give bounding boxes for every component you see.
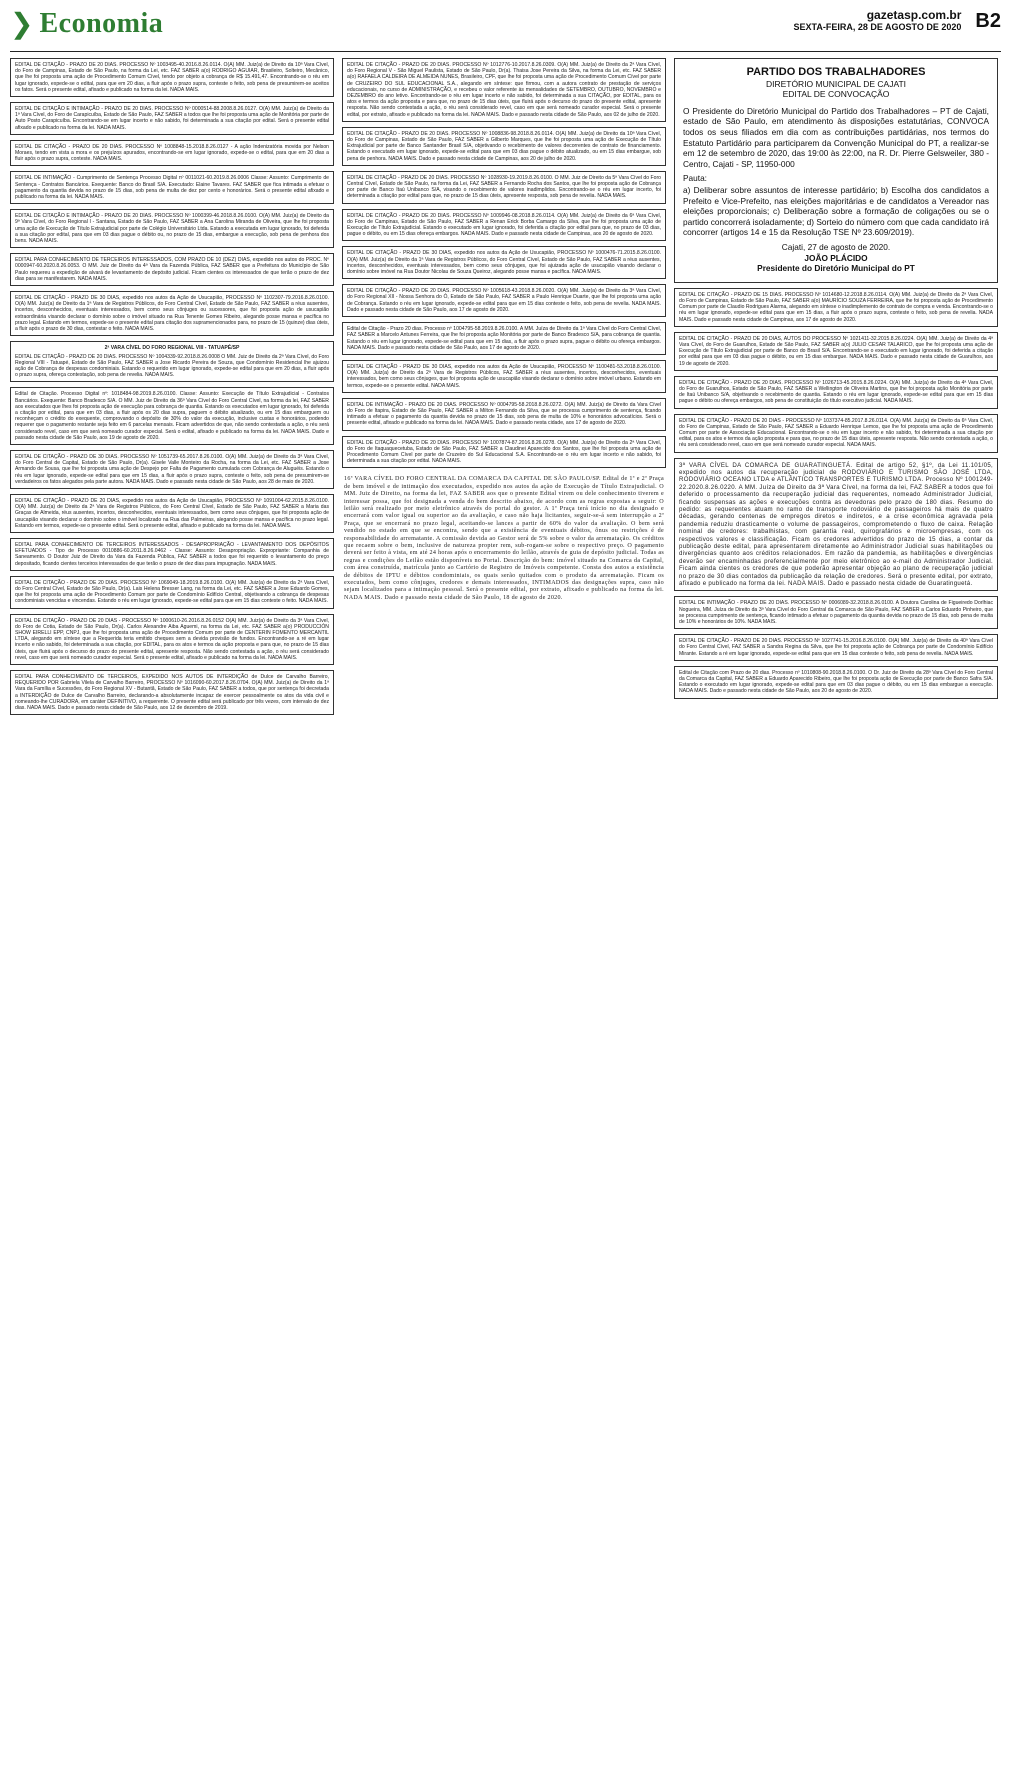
legal-notice: EDITAL DE CITAÇÃO - PRAZO DE 30 DIAS. PROCESSO Nº 1051739-65.2017.8.26.0100. O(A) MM. Juiz(a) de Direito da 3ª Vara Cível, do Foro Central de Capital, Estado de São Paulo, Dr(a). Gisele Valle Monteiro da Rocha, na forma da Lei, etc. FAZ SABER a Jose Armando de Sousa, que lhe foi proposta uma ação de Despejo por Falta de Pagamento cumulada com Cobrança de Aluguéis. Estando o réu em lugar ignorado, expede-se edital para que em 15 dias, a fluir após o prazo supra, conteste o feito, sob pena de presumirem-se verdadeiros os fatos alegados pela parte autora. NADA MAIS. Dado e passado nesta cidade de São Paulo, aos 28 de maio de 2020. — [10, 450, 334, 489]
legal-notice: EDITAL DE CITAÇÃO - PRAZO DE 20 DIAS. PROCESSO Nº 1004339-92.2018.8.26.0008 O MM. Juiz de Direito da 2ª Vara Cível, do Foro Regional VIII - Tatuapé, Estado de São Paulo, FAZ SABER a Jose Ricardo Pereira de Souza, que Condomínio Residencial lhe ajuizou ação de Cobrança de despesas condominiais. Estando o requerido em lugar ignorado, expede-se edital para que em 20 dias, a fluir após o prazo supra, ofereça contestação, sob pena de revelia. NADA MAIS. — [15, 353, 329, 379]
recovery-notice: 3ª VARA CÍVEL DA COMARCA DE GUARATINGUETÁ. Edital de artigo 52, §1º, da Lei 11.101/05, expedido nos autos da recuperação judicial de RODOVIÁRIO E TURISMO SÃO JOSÉ LTDA, RODOVIÁRIO OCEANO LTDA e ATLÂNTICO TRANSPORTES E TURISMO LTDA. Processo Nº 1001249-22.2020.8.26.0220. A MM. Juíza de Direito da 3ª Vara Cível, na forma da lei, FAZ SABER a todos que foi deferido o processamento da recuperação judicial das requerentes, nomeado Administrador Judicial, ficando suspensas as ações e execuções contra as devedoras pelo prazo de 180 dias. Resumo do pedido: as requerentes atuam no ramo de transporte rodoviário de passageiros há mais de quatro décadas, gerando centenas de empregos diretos e indiretos, e a crise econômica agravada pela pandemia reduziu drasticamente o volume de passageiros, comprometendo o fluxo de caixa. Relação nominal de credores: trabalhistas, com garantia real, quirografários e microempresas, com os respectivos valores e classificação. Ficam os credores advertidos do prazo de 15 dias, a contar da publicação deste edital, para apresentarem diretamente ao Administrador Judicial suas habilitações ou divergências quanto aos créditos relacionados. Em razão da pandemia, as habilitações e divergências deverão ser encaminhadas preferencialmente por meio eletrônico ao e-mail do Administrador Judicial. Ficam ainda cientes os credores de que poderão apresentar objeção ao plano de recuperação judicial no prazo de 30 dias contados da publicação da relação de credores. Será o presente edital, por extrato, afixado e publicado na forma da lei. NADA MAIS. Dado e passado nesta cidade de Guaratinguetá. — [674, 458, 998, 592]
legal-notice: EDITAL DE CITAÇÃO - PRAZO DE 30 DIAS, expedido nos autos da Ação de Usucapião, PROCESSO Nº 1000476-71.2015.8.26.0100. O(A) MM. Juiz(a) de Direito da 1ª Vara de Registros Públicos, do Foro Central Cível, Estado de São Paulo, FAZ SABER a réus ausentes, incertos, desconhecidos, eventuais interessados, bem como seus cônjuges, que foi ajuizada ação de usucapião visando declarar o domínio sobre imóvel na Rua Doutor Nicolau de Souza Queiroz, alegando posse mansa e pacífica. NADA MAIS. — [342, 246, 666, 279]
legal-notice: EDITAL DE CITAÇÃO - PRAZO DE 20 DIAS - PROCESSO Nº 1000610-26.2016.8.26.0152 O(A) MM. Juiz(a) de Direito da 3ª Vara Cível, do Foro de Cotia, Estado de São Paulo, Dr(a). Carlos Alexandre Aiba Aguemi, na forma da Lei, etc. FAZ SABER a(o) PRODUCCIÓN SHOW EIRELLI EPP, CNPJ, que lhe foi proposta uma ação de Procedimento Comum por parte de CENTERIN FOMENTO MERCANTIL LTDA, alegando em síntese que a Requerida teria emitido cheques sem a devida provisão de fundos. Encontrando-se a ré em lugar incerto e não sabido, foi determinada a sua citação, por EDITAL, para os atos e termos da ação proposta e para que, no prazo de 15 dias úteis, que fluirá após o decurso do prazo do presente edital, apresente resposta. Não sendo contestada a ação, o réu será considerado revel, caso em que será nomeado curador especial. Será o presente edital, afixado e publicado na forma da lei. NADA MAIS. — [10, 614, 334, 665]
legal-notice: EDITAL DE CITAÇÃO - PRAZO DE 20 DIAS. PROCESSO Nº 1005618-43.2018.8.26.0020. O(A) MM. Juiz(a) de Direito da 3ª Vara Cível, do Foro Regional XII - Nossa Senhora do Ó, Estado de São Paulo, FAZ SABER a Paulo Henrique Duarte, que lhe foi proposta uma ação de Cobrança. Estando o réu em lugar ignorado, expede-se edital para que em 15 dias conteste o feito, sob pena de revelia. NADA MAIS. Dado e passado nesta cidade de São Paulo, aos 17 de agosto de 2020. — [342, 284, 666, 317]
legal-notice: EDITAL DE CITAÇÃO - PRAZO DE 20 DIAS, AUTOS DO PROCESSO Nº 1021411-32.2015.8.26.0224. O(A) MM. Juiz(a) de Direito da 4ª Vara Cível, do Foro de Guarulhos, Estado de São Paulo, FAZ SABER a(o) JULIO CESAR TALARICO, que lhe foi proposta uma ação de Execução de Título Extrajudicial por parte de Banco do Brasil S/A. Encontrando-se o executado em lugar ignorado, foi deferida a citação por edital para que em 03 dias pague o débito, ou em 15 dias embargue. NADA MAIS. Dado e passado nesta cidade de Guarulhos, aos 19 de agosto de 2020. — [674, 332, 998, 371]
legal-notice: EDITAL DE INTIMAÇÃO - PRAZO DE 20 DIAS. PROCESSO Nº 0004795-58.2018.8.26.0272. O(A) MM. Juiz(a) de Direito da Vara Cível do Foro de Itapira, Estado de São Paulo, FAZ SABER a Milton Fernando da Silva, que se processa cumprimento de sentença, ficando intimado a efetuar o pagamento da quantia devida no prazo de 15 dias, sob pena de multa de 10% e honorários advocatícios. Será o presente edital, afixado e publicado na forma da lei. NADA MAIS. Dado e passado nesta cidade, aos 17 de agosto de 2020. — [342, 398, 666, 431]
column-3 — [674, 58, 998, 1778]
legal-notice: EDITAL DE CITAÇÃO - PRAZO DE 20 DIAS. PROCESSO Nº 1069049-18.2019.8.26.0100. O(A) MM. Juiz(a) de Direito da 2ª Vara Cível, do Foro Central Cível, Estado de São Paulo, Dr(a). Lais Helena Bresser Lang, na forma da Lei, etc. FAZ SABER a Jose Eduardo Gomes, que lhe foi proposta uma ação de Procedimento Comum por parte de Condomínio Edifício Central, objetivando a cobrança de despesas condominiais vencidas e vincendas. Estando o réu em lugar ignorado, expede-se edital para que em 15 dias conteste o feito. NADA MAIS. — [10, 576, 334, 609]
page-number: B2 — [975, 10, 1001, 32]
legal-notice: EDITAL PARA CONHECIMENTO DE TERCEIROS INTERESSADOS, COM PRAZO DE 10 (DEZ) DIAS, expedido nos autos do PROC. Nº 0000947-60.2020.8.26.0053. O MM. Juiz de Direito da 4ª Vara da Fazenda Pública, FAZ SABER que a Prefeitura do Município de São Paulo requereu a expedição de alvará de levantamento de depósito judicial. Ficam cientes os interessados de que terão o prazo de dez dias para se manifestarem. NADA MAIS. — [10, 253, 334, 286]
legal-notice: EDITAL DE CITAÇÃO - PRAZO DE 20 DIAS. PROCESSO Nº 1003495-40.2016.8.26.0114. O(A) MM. Juiz(a) de Direito da 10ª Vara Cível, do Foro de Campinas, Estado de São Paulo, na forma da Lei, etc. FAZ SABER a(o) RODRIGO AGUIAR, Brasileiro, Solteiro, Mecânico, que lhe foi proposta uma ação de Procedimento Comum Cível, tendo por objeto a cobrança de R$ 15.491,47. Encontrando-se o réu em lugar ignorado, expede-se o edital, para que em 20 dias, a fluir após o prazo supra, conteste o feito, sob pena de presumirem-se aceitos os fatos. Será o presente edital, afixado e publicado na forma da lei. NADA MAIS. — [10, 58, 334, 97]
party-signer-role: Presidente do Diretório Municipal do PT — [757, 263, 915, 274]
legal-notice: EDITAL DE CITAÇÃO - PRAZO DE 20 DIAS. PROCESSO Nº 1008848-15.2018.8.26.0127 - A ação Indenizatória movida por Nelson Moraes, tendo em vista a mora e os prejuízos apurados, encontrando-se em lugar ignorado, expede-se o edital, para que em 20 dias a fluir após o prazo supra, conteste. NADA MAIS. — [10, 140, 334, 167]
legal-notice: EDITAL DE CITAÇÃO - PRAZO DE 20 DIAS. PROCESSO Nº 1008836-98.2018.8.26.0114. O(A) MM. Juiz(a) de Direito da 10ª Vara Cível, do Foro de Campinas, Estado de São Paulo, FAZ SABER a Gilberto Marques, que lhe foi proposta uma ação de Execução de Título Extrajudicial por parte de Banco Santander Brasil S/A, objetivando o recebimento de valores decorrentes de contrato de financiamento. Estando o executado em lugar ignorado, expede-se edital para que em 03 dias pague o débito atualizado, ou em 15 dias embargue, sob pena de penhora. NADA MAIS. Dado e passado nesta cidade de Campinas, aos 20 de julho de 2020. — [342, 127, 666, 166]
section-brand — [10, 8, 163, 40]
section-title: Economia — [39, 8, 164, 39]
legal-notice: EDITAL DE CITAÇÃO - PRAZO DE 20 DIAS. PROCESSO Nº 1012776-10.2017.8.26.0309. O(A) MM. Juiz(a) de Direito da 2ª Vara Cível, do Foro Regional V - São Miguel Paulista, Estado de São Paulo, Dr(a). Thaisa Jose Pereira da Silva, na forma da Lei, etc. FAZ SABER a(o) RAFAELA CALDEIRA DE ALMEIDA NUNES, Brasileiro, CPF, que lhe foi proposta uma ação de Procedimento Comum Cível por parte de CRUZEIRO DO SUL EDUCACIONAL S.A., alegando em síntese: que firmou, com a autora contrato de prestação de serviços educacionais, no curso de ADMINISTRAÇÃO, e recebeu o valor referente às mensalidades de SETEMBRO, OUTUBRO, NOVEMBRO e DEZEMBRO do ano letivo. Encontrando-se o réu em lugar incerto e não sabido, foi determinada a sua CITAÇÃO, por EDITAL, para os atos e termos da ação proposta e para que, no prazo de 15 dias úteis, que fluirá após o decurso do prazo do presente edital, apresente resposta. Não sendo contestada a ação, o réu será considerado revel, caso em que será nomeado curador especial. Será o presente edital, por extrato, afixado e publicado na forma da lei. NADA MAIS. Dado e passado nesta cidade de São Paulo, aos 02 de julho de 2020. — [342, 58, 666, 122]
party-convocation-notice — [674, 58, 998, 283]
legal-notice: EDITAL DE CITAÇÃO - PRAZO DE 20 DIAS, expedido nos autos da Ação de Usucapião, PROCESSO Nº 1091004-62.2015.8.26.0100. O(A) MM. Juiz(a) de Direito da 2ª Vara de Registros Públicos, do Foro Central Cível, Estado de São Paulo, FAZ SABER a Maria das Graças de Almeida, réus ausentes, incertos, desconhecidos, eventuais interessados, bem como seus cônjuges, que foi proposta ação de usucapião visando declarar o domínio sobre o imóvel localizado na Rua das Palmeiras, alegando posse mansa e pacífica no prazo legal. Estando em termos, expede-se o presente edital. Será o presente edital, afixado e publicado na forma da lei. NADA MAIS. — [10, 494, 334, 533]
legal-notice: EDITAL PARA CONHECIMENTO DE TERCEIROS, EXPEDIDO NOS AUTOS DE INTERDIÇÃO de Dulce de Carvalho Barreiro, REQUERIDO POR Gabriela Vilela de Carvalho Barreiro, PROCESSO Nº 1016090-60.2017.8.26.0704. O(A) MM. Juiz(a) de Direito da 1ª Vara da Família e Sucessões, do Foro Regional XV - Butantã, Estado de São Paulo, FAZ SABER a todos, que por sentença foi decretada a INTERDIÇÃO de Dulce de Carvalho Barreiro, declarando-a absolutamente incapaz de exercer pessoalmente os atos da vida civil e nomeando-lhe CURADORA, em caráter DEFINITIVO, a requerente. O presente edital será publicado por três vezes, com intervalo de dez dias. NADA MAIS. Dado e passado nesta cidade de São Paulo, aos 12 de dezembro de 2019. — [10, 670, 334, 715]
column-2 — [342, 58, 666, 1778]
party-agenda: a) Deliberar sobre assuntos de interesse partidário; b) Escolha dos candidatos a Prefeito e Vice-Prefeito, nas eleições majoritárias e de candidatos a Vereador nas eleições proporcionais; c) Deliberação sobre a formação de coligações ou se o partido concorrerá isoladamente; d) Sorteio do número com que cada candidato irá concorrer (artigos 14 e 15 da Resolução TSE Nº 23.609/2019). — [683, 184, 989, 238]
legal-notice: EDITAL DE CITAÇÃO - PRAZO DE 20 DIAS. PROCESSO Nº 1027741-15.2016.8.26.0100. O(A) MM. Juiz(a) de Direito da 40ª Vara Cível do Foro Central Cível, FAZ SABER a Sandra Regina da Silva, que lhe foi proposta ação de Cobrança por parte de Condomínio Edifício Mirante. Estando a ré em lugar ignorado, expede-se edital para que em 15 dias conteste o feito, sob pena de revelia. NADA MAIS. — [674, 634, 998, 661]
page-meta — [794, 8, 1001, 33]
chevron-right-icon: ❯ — [10, 8, 34, 39]
party-directory: DIRETÓRIO MUNICIPAL DE CAJATI — [765, 78, 907, 89]
party-notice-type: EDITAL DE CONVOCAÇÃO — [782, 89, 890, 100]
legal-notice: Edital de Citação com Prazo de 20 dias. Processo nº 1010808-90.2018.8.26.0100. O Dr. Juiz de Direito da 28ª Vara Cível do Foro Central da Comarca da Capital, FAZ SABER a Eduardo Aparecido Ribeiro, que lhe foi proposta ação de Execução por parte de Banco Safra S/A. Estando o executado em lugar ignorado, expede-se edital para que em 03 dias pague o débito, ou em 15 dias embargue a execução. NADA MAIS. Dado e passado nesta cidade de São Paulo, aos 20 de agosto de 2020. — [674, 666, 998, 699]
legal-notice: EDITAL DE INTIMAÇÃO - Cumprimento de Sentença Processo Digital nº 0011021-60.2019.8.26.0006 Classe: Assunto: Cumprimento de Sentença - Contratos Bancários. Exequente: Banco do Brasil S/A. Executado: Elaine Tavares. FAZ SABER que fica intimada a efetuar o pagamento da quantia devida no prazo de 15 dias, sob pena de multa de dez por cento e honorários. Será o presente edital afixado e publicado na forma da lei. NADA MAIS. — [10, 171, 334, 204]
party-title: PARTIDO DOS TRABALHADORES — [746, 66, 926, 78]
legal-notice: EDITAL PARA CONHECIMENTO DE TERCEIROS INTERESSADOS - DESAPROPRIAÇÃO - LEVANTAMENTO DOS DEPÓSITOS EFETUADOS - Tipo de Processo 0010886-60.2011.8.26.0462 - Classe: Assunto: Desapropriação. Expropriante: Companhia de Saneamento. O Doutor Juiz de Direito da Vara da Fazenda Pública, FAZ SABER a todos que foi requerido o levantamento do preço depositado, ficando cientes terceiros interessados de que terão o prazo de dez dias para impugnação. NADA MAIS. — [10, 538, 334, 571]
legal-notice: EDITAL DE CITAÇÃO - PRAZO DE 20 DIAS. PROCESSO Nº 1026713-45.2015.8.26.0224. O(A) MM. Juiz(a) de Direito da 4ª Vara Cível, do Foro de Guarulhos, Estado de São Paulo, FAZ SABER a Wellington de Oliveira Martins, que lhe foi proposta ação Monitória por parte de Itaú Unibanco S/A, objetivando o recebimento de quantia. Estando o réu em lugar ignorado, expede-se edital para que em 15 dias pague o débito ou ofereça embargos, sob pena de constituição do título executivo judicial. NADA MAIS. — [674, 376, 998, 409]
auction-notice: 16ª VARA CÍVEL DO FORO CENTRAL DA COMARCA DA CAPITAL DE SÃO PAULO/SP. Edital de 1ª e 2ª Praça de bem imóvel e de intimação dos executados, expedido nos autos da ação de Execução de Título Extrajudicial. O MM. Juiz de Direito, na forma da lei, FAZ SABER aos que o presente Edital virem ou dele conhecimento tiverem e interessar possa, que foi designada a venda do bem descrito abaixo, de acordo com as regras expostas a seguir: O leilão será realizado por meio eletrônico através do portal do gestor. A 1ª Praça terá início no dia designado e encerrará com valor igual ou superior ao da avaliação, e caso não haja licitantes, seguir-se-á sem interrupção a 2ª Praça, que se encerrará no prazo legal, aceitando-se lances a partir de 60% do valor da avaliação. O bem será vendido no estado em que se encontra, sendo que a existência de eventuais débitos, ônus ou restrições é de responsabilidade do arrematante. A comissão devida ao Gestor será de 5% sobre o valor da arrematação. Os créditos que recaem sobre o bem, inclusive de natureza propter rem, sub-rogam-se sobre o respectivo preço. O pagamento deverá ser feito à vista, em até 24 horas após o encerramento do leilão, através de guia de depósito judicial. Todas as regras e condições do Leilão estão disponíveis no Portal. Descrição do bem: imóvel situado na Comarca da Capital, com área construída, matrícula junto ao Cartório de Registro de Imóveis competente. Consta dos autos a existência de débitos de IPTU e débitos condominiais, os quais serão quitados com o produto da arrematação. Ficam os executados, bem como cônjuges, credores e demais interessados, INTIMADOS das designações supra, caso não sejam localizados para a intimação pessoal. Será o presente edital, por extrato, afixado e publicado na forma da lei. NADA MAIS. Dado e passado nesta cidade de São Paulo, 18 de agosto de 2020. — [344, 476, 664, 601]
party-signer: JOÃO PLÁCIDO — [804, 252, 868, 263]
legal-notice: EDITAL DE INTIMAÇÃO - PRAZO DE 20 DIAS. PROCESSO Nº 0006089-32.2018.8.26.0100. A Doutora Carolina de Figueiredo Dorlhiac Nogueira, MM. Juíza de Direito da 3ª Vara Cível do Foro Central da Comarca de São Paulo, FAZ SABER a Carlos Eduardo Pinheiro, que se processa cumprimento de sentença, ficando intimado a efetuar o pagamento da quantia devida no prazo de 15 dias, sob pena de multa de 10% e honorários de 10%. NADA MAIS. — [674, 596, 998, 629]
legal-notice: EDITAL DE CITAÇÃO - PRAZO DE 20 DIAS. PROCESSO Nº 1009946-08.2018.8.26.0114. O(A) MM. Juiz(a) de Direito da 6ª Vara Cível, do Foro de Campinas, Estado de São Paulo, FAZ SABER a Renan Erick Borba Camargo da Silva, que lhe foi proposta uma ação de Execução de Título Extrajudicial. Estando o executado em lugar ignorado, foi deferida a citação por edital para que, no prazo de 03 dias, pague o débito, ou em 15 dias ofereça embargos. NADA MAIS. Dado e passado nesta cidade de Campinas, aos 20 de agosto de 2020. — [342, 209, 666, 242]
site-url[interactable]: gazetasp.com.br — [866, 8, 962, 22]
party-notice-body: O Presidente do Diretório Municipal do Partido dos Trabalhadores – PT de Cajati, estado de São Paulo, em atendimento às disposições estatutárias, CONVOCA todos os seus filiados em dia com as contribuições partidárias, nos termos do Estatuto Partidário para participarem da Convenção Municipal do PT, a realizar-se em 12 de setembro de 2020, das 19:00 às 22:00, na R. Dr. Pierre Gelsweiler, 380 - Centro, Cajati - SP, 11950-000 — [683, 105, 989, 169]
legal-notice: Edital de Citação. Processo Digital nº: 1018484-98.2019.8.26.0100. Classe: Assunto: Execução de Título Extrajudicial - Contratos Bancários. Exequente: Banco Bradesco S/A. O MM. Juiz de Direito da 36ª Vara Cível do Foro Central Cível, na forma da lei, FAZ SABER aos executados que lhes foi proposta ação de execução para cobrança de quantia. Estando os executados em lugar ignorado, foi deferida a citação por edital, para que em 03 dias, a fluir após os 20 dias supra, paguem o débito atualizado, ou em 15 dias embarguem ou reconheçam o crédito do exequente, comprovando o depósito de 30% do valor da execução, inclusive custas e honorários, podendo requerer que o pagamento restante seja feito em 6 parcelas mensais. Ficam advertidos de que, não sendo contestada a ação, o réu será considerado revel, caso em que será nomeado curador especial. Será o edital, afixado e publicado na forma da lei. NADA MAIS. Dado e passado nesta cidade de São Paulo, aos 19 de agosto de 2020. — [10, 387, 334, 445]
masthead — [10, 8, 1001, 52]
notice-heading: 2ª VARA CÍVEL DO FORO REGIONAL VIII - TATUAPÉ/SP — [104, 345, 240, 352]
column-1 — [10, 58, 334, 1778]
legal-notice: EDITAL DE CITAÇÃO - PRAZO DE 20 DIAS - PROCESSO Nº 1037374-85.2017.8.26.0114. O(A) MM. Juiz(a) de Direito da 6ª Vara Cível, do Foro de Campinas, Estado de São Paulo, FAZ SABER a Eduardo Henrique Lemos, que lhe foi proposta uma ação de Procedimento Comum por parte de Associação Educacional. Encontrando-se o réu em lugar incerto e não sabido, foi determinada a sua citação por edital, para os atos e termos da ação proposta e para que, no prazo de 15 dias úteis, apresente resposta. Não sendo contestada a ação, o réu será considerado revel, caso em que será nomeado curador especial. NADA MAIS. — [674, 414, 998, 453]
legal-notice: Edital de Citação - Prazo 20 dias. Processo nº 1004795-58.2019.8.26.0100. A MM. Juíza de Direito da 1ª Vara Cível do Foro Central Cível, FAZ SABER a Marcelo Antunes Ferreira, que lhe foi proposta ação Monitória por parte de Banco Bradesco S/A, para cobrança de quantia. Estando o réu em lugar ignorado, expede-se edital para que em 15 dias, a fluir após o prazo supra, pague o débito ou ofereça embargos. NADA MAIS. Dado e passado nesta cidade de São Paulo, aos 17 de agosto de 2020. — [342, 322, 666, 355]
issue-date: SEXTA-FEIRA, 28 DE AGOSTO DE 2020 — [793, 22, 962, 32]
legal-notice-group — [10, 341, 334, 382]
legal-notice: EDITAL DE CITAÇÃO - PRAZO DE 20 DIAS. PROCESSO Nº 1007874-87.2016.8.26.0278. O(A) MM. Juiz(a) de Direito da 2ª Vara Cível, do Foro de Itaquaquecetuba, Estado de São Paulo, FAZ SABER a Claudinei Aparecido dos Santos, que lhe foi proposta uma ação de Procedimento Comum Cível por parte de Cruzeiro do Sul Educacional S.A. Encontrando-se o réu em lugar incerto e não sabido, foi determinada a sua citação por edital. NADA MAIS. — [342, 436, 666, 469]
legal-notice: EDITAL DE CITAÇÃO - PRAZO DE 15 DIAS. PROCESSO Nº 1014680-12.2018.8.26.0114. O(A) MM. Juiz(a) de Direito da 2ª Vara Cível, do Foro de Campinas, Estado de São Paulo, FAZ SABER a(o) MAURÍCIO SOUZA FERREIRA, que lhe foi proposta ação de Procedimento Comum por parte de Claudio Rodrigues Alarma, alegando em síntese o inadimplemento de contrato de compra e venda. Encontrando-se o réu em lugar ignorado, expede-se edital para que em 15 dias, a fluir após o prazo supra, conteste o feito, sob pena de revelia. NADA MAIS. Dado e passado nesta cidade de Campinas, aos 17 de agosto de 2020. — [674, 288, 998, 327]
legal-notice: EDITAL DE CITAÇÃO - PRAZO DE 30 DIAS, expedido nos autos da Ação de Usucapião, PROCESSO Nº 1100481-53.2018.8.26.0100. O(A) MM. Juiz(a) de Direito da 2ª Vara de Registros Públicos, FAZ SABER a réus ausentes, incertos, desconhecidos, eventuais interessados, bem como seus cônjuges, que foi proposta ação de usucapião visando declarar o domínio sobre imóvel urbano. Estando em termos, expede-se o presente edital. NADA MAIS. — [342, 360, 666, 393]
legal-notice: EDITAL DE CITAÇÃO - PRAZO DE 20 DIAS. PROCESSO Nº 1028930-19.2019.8.26.0100. O MM. Juiz de Direito da 5ª Vara Cível do Foro Central Cível, Estado de São Paulo, na forma da Lei, FAZ SABER a Fernando Rocha dos Santos, que lhe foi proposta ação de Cobrança por parte de Banco Itaú Unibanco S/A, visando o recebimento de valores inadimplidos. Encontrando-se o réu em lugar incerto, foi determinada a citação por edital para que, no prazo de 15 dias úteis, apresente resposta, sob pena de revelia. NADA MAIS. — [342, 171, 666, 204]
party-place-date: Cajati, 27 de agosto de 2020. — [781, 241, 891, 252]
party-agenda-title: Pauta: — [683, 173, 707, 184]
legal-notice: EDITAL DE CITAÇÃO E INTIMAÇÃO - PRAZO DE 20 DIAS. PROCESSO Nº 1000399-46.2018.8.26.0100. O(A) MM. Juiz(a) de Direito da 9ª Vara Cível, do Foro Regional I - Santana, Estado de São Paulo, FAZ SABER a Ana Carolina Miranda de Oliveira, que lhe foi proposta uma ação de Execução de Título Extrajudicial por parte de Colégio Universitário Ltda. Estando a executada em lugar ignorado, foi deferida a sua citação por edital, para que em 03 dias pague o débito ou, no prazo de 15 dias, embargue a execução, sob pena de penhora dos bens. NADA MAIS. — [10, 209, 334, 248]
legal-notice: EDITAL DE CITAÇÃO E INTIMAÇÃO - PRAZO DE 20 DIAS. PROCESSO Nº 0000514-88.2008.8.26.0127. O(A) MM. Juiz(a) de Direito da 1ª Vara Cível, do Foro de Carapicuíba, Estado de São Paulo, FAZ SABER a todos que lhe foi proposta uma ação de Monitória por parte de Auto Posto Carapicuíba. Encontrando-se em lugar incerto e não sabido, foi determinada a sua citação por edital. Será o presente edital afixado e publicado na forma da lei. NADA MAIS. — [10, 102, 334, 135]
legal-notice: EDITAL DE CITAÇÃO - PRAZO DE 30 DIAS, expedido nos autos da Ação de Usucapião, PROCESSO Nº 1102307-79.2016.8.26.0100. O(A) MM. Juiz(a) de Direito da 1ª Vara de Registros Públicos, do Foro Central Cível, Estado de São Paulo, FAZ SABER a réus ausentes, incertos, desconhecidos, eventuais interessados, bem como seus cônjuges ou sucessores, que foi proposta ação de usucapião extraordinária visando declarar o domínio sobre o imóvel situado na Rua Tenente Gomes Ribeiro, alegando posse mansa e pacífica no prazo legal. Estando em termos, expede-se o presente edital para citação dos supramencionados para, no prazo de 15 (quinze) dias úteis, a fluir após o prazo de 30 dias, contestar o feito. NADA MAIS. — [10, 291, 334, 336]
